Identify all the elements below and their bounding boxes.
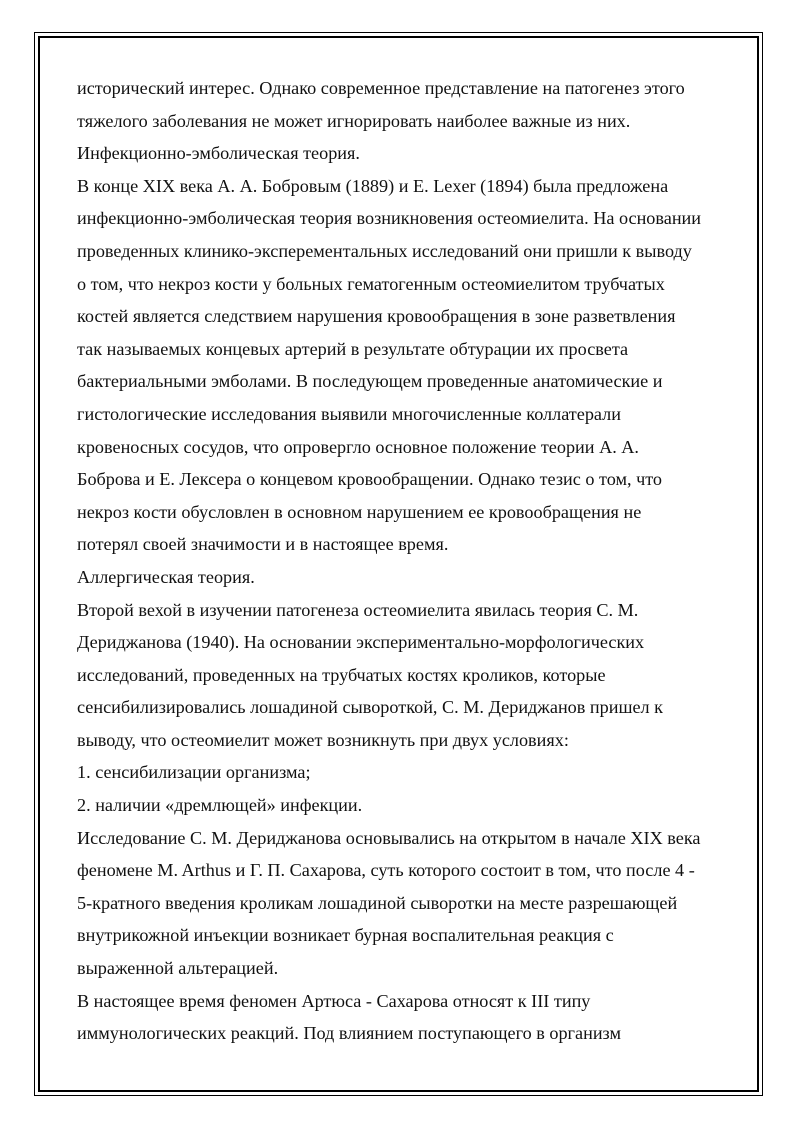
document-body — [77, 72, 727, 1050]
text-line: феномене M. Arthus и Г. П. Сахарова, суть которого состоит в том, что после 4 - — [77, 860, 695, 881]
text-line: потерял своей значимости и в настоящее время. — [77, 534, 449, 555]
text-line: о том, что некроз кости у больных гематогенным остеомиелитом трубчатых — [77, 273, 665, 294]
text-line: кровеносных сосудов, что опровергло основное положение теории А. А. — [77, 436, 639, 457]
text-line: инфекционно-эмболическая теория возникновения остеомиелита. На основании — [77, 208, 702, 229]
text-line: выраженной альтерацией. — [77, 958, 279, 979]
text-line: сенсибилизировались лошадиной сывороткой, С. М. Дериджанов пришел к — [77, 697, 663, 718]
section-heading-infectious-embolic: Инфекционно-эмболическая теория. — [77, 143, 360, 164]
text-line: исследований, проведенных на трубчатых костях кроликов, которые — [77, 664, 606, 685]
section-heading-allergic: Аллергическая теория. — [77, 566, 255, 587]
text-line: костей является следствием нарушения кровообращения в зоне разветвления — [77, 306, 676, 327]
text-line: 5-кратного введения кроликам лошадиной сыворотки на месте разрешающей — [77, 892, 678, 913]
text-line: проведенных клинико-эксперементальных исследований они пришли к выводу — [77, 240, 692, 261]
text-line: иммунологических реакций. Под влиянием поступающего в организм — [77, 1023, 621, 1044]
text-line: бактериальными эмболами. В последующем проведенные анатомические и — [77, 371, 663, 392]
text-line: внутрикожной инъекции возникает бурная воспалительная реакция с — [77, 925, 614, 946]
list-item: 1. сенсибилизации организма; — [77, 762, 311, 783]
text-line: Исследование С. М. Дериджанова основывались на открытом в начале XIX века — [77, 827, 701, 848]
text-line: некроз кости обусловлен в основном нарушением ее кровообращения не — [77, 501, 642, 522]
text-line: В настоящее время феномен Артюса - Сахарова относят к III типу — [77, 990, 591, 1011]
text-line: Боброва и Е. Лексера о концевом кровообращении. Однако тезис о том, что — [77, 469, 663, 490]
list-item: 2. наличии «дремлющей» инфекции. — [77, 795, 363, 816]
text-line: Второй вехой в изучении патогенеза остеомиелита явилась теория С. М. — [77, 599, 639, 620]
text-line: гистологические исследования выявили многочисленные коллатерали — [77, 403, 621, 424]
text-line: В конце XIX века А. А. Бобровым (1889) и E. Lexer (1894) была предложена — [77, 175, 669, 196]
text-line: исторический интерес. Однако современное представление на патогенез этого — [77, 78, 685, 98]
text-line: так называемых концевых артерий в результате обтурации их просвета — [77, 338, 629, 359]
text-line: выводу, что остеомиелит может возникнуть при двух условиях: — [77, 729, 569, 750]
text-line: тяжелого заболевания не может игнорировать наиболее важные из них. — [77, 110, 631, 131]
text-line: Дериджанова (1940). На основании экспериментально-морфологических — [77, 632, 645, 653]
